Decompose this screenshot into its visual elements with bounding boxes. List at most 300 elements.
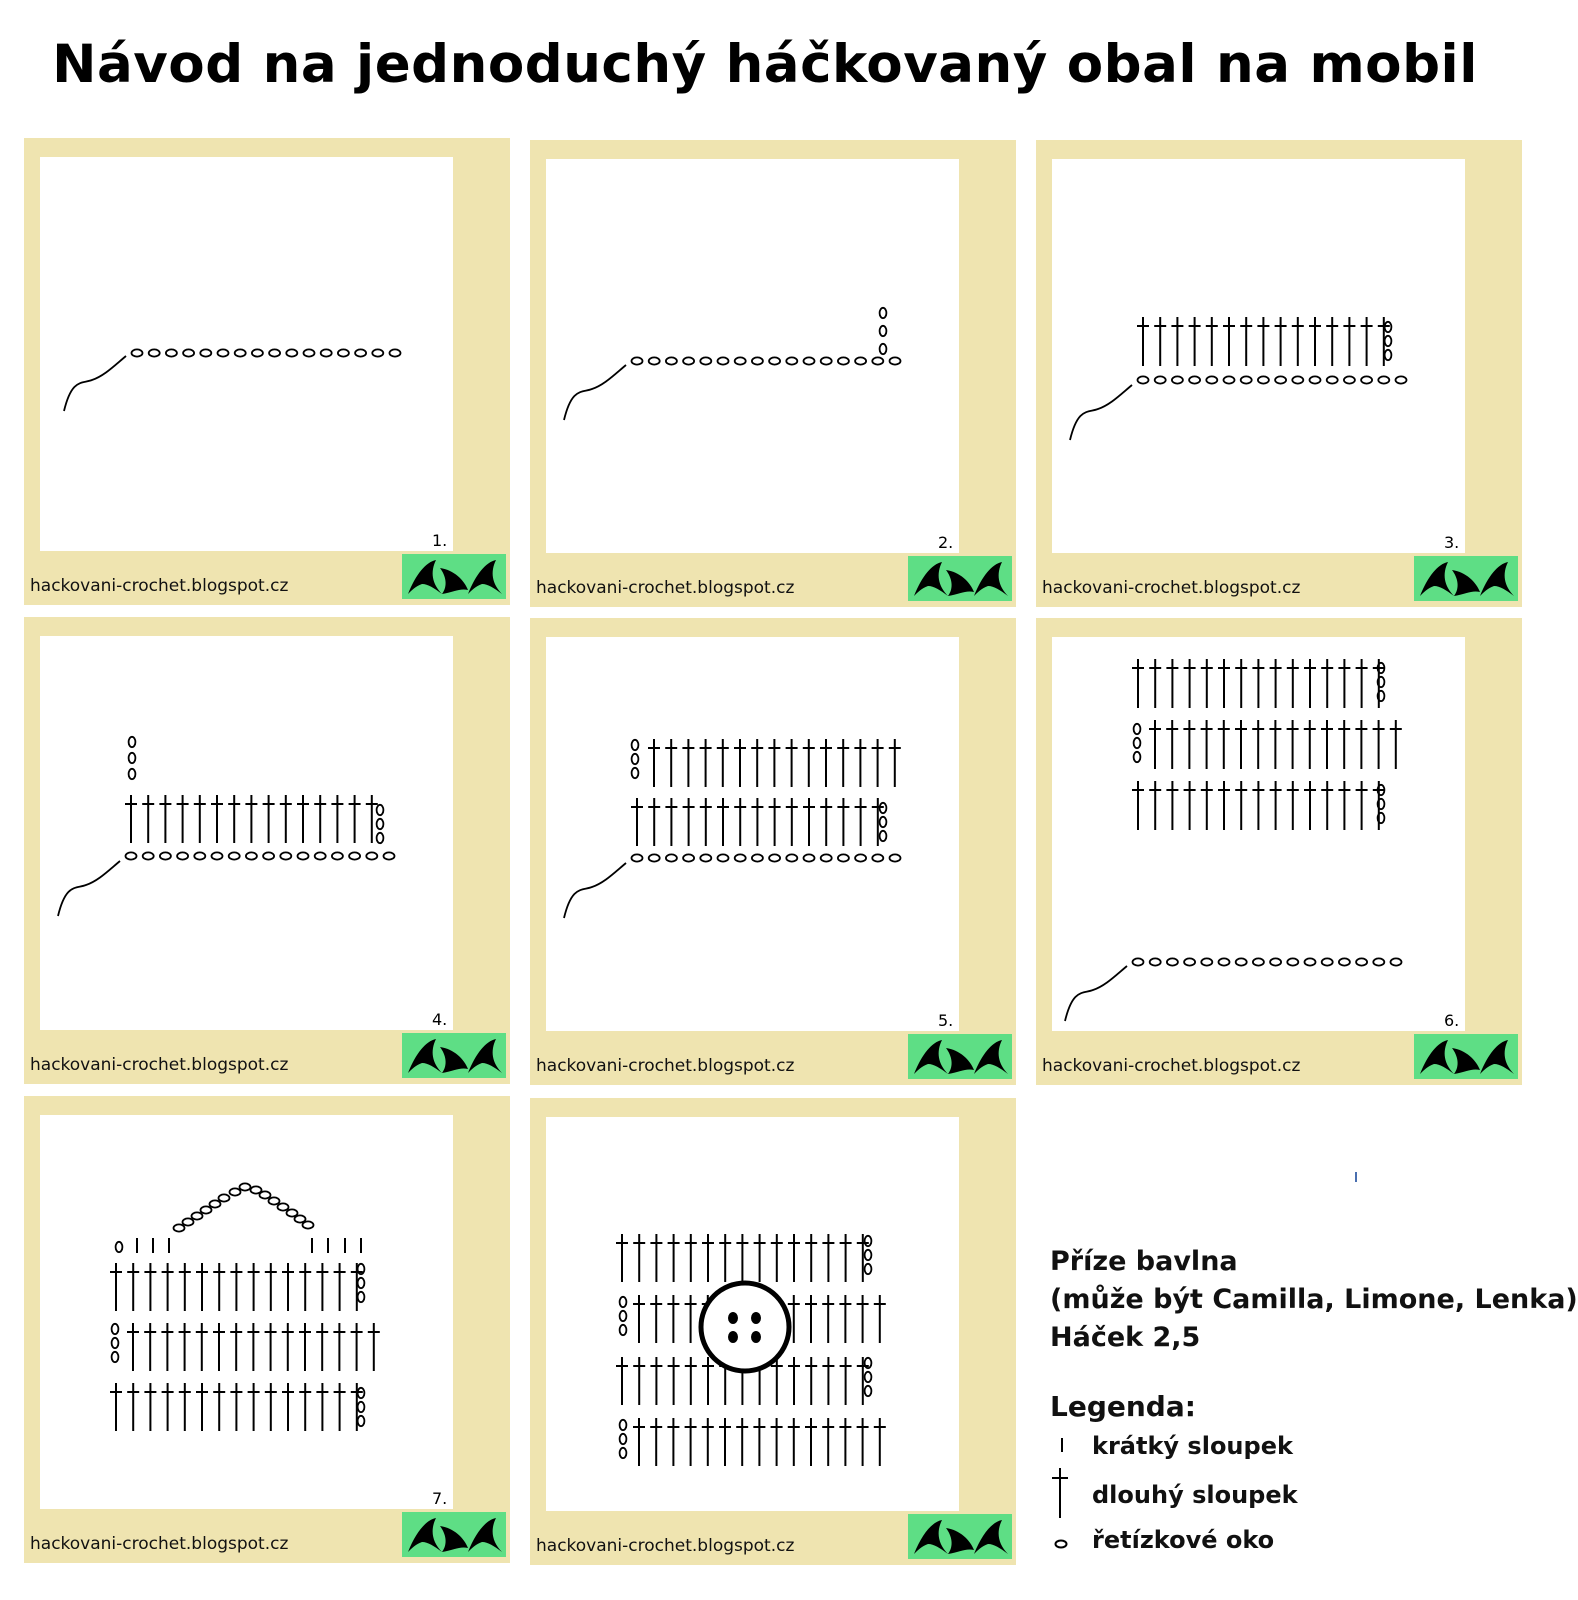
chain-stitch [632, 854, 643, 861]
long-stitch [805, 1295, 817, 1343]
long-stitch [771, 1234, 783, 1282]
long-stitch [351, 1323, 363, 1371]
yarn-tail [564, 863, 626, 918]
long-stitch [736, 1234, 748, 1282]
button-hole [751, 1331, 761, 1343]
chain-stitch [160, 852, 171, 859]
chain-stitch [855, 854, 866, 861]
chain-stitch [1219, 958, 1230, 965]
step-panel-2 [530, 140, 1016, 607]
long-stitch [1390, 720, 1402, 769]
long-stitch [1321, 720, 1333, 769]
blog-url: hackovani-crochet.blogspot.cz [30, 576, 289, 596]
chain-stitch [246, 852, 257, 859]
long-stitch [700, 739, 712, 787]
long-stitch [702, 1418, 714, 1466]
long-stitch [820, 798, 832, 846]
legend-label-short-stitch: krátký sloupek [1092, 1432, 1293, 1460]
ada-logo [402, 1512, 506, 1557]
crochet-diagram [546, 159, 959, 553]
blog-url: hackovani-crochet.blogspot.cz [30, 1055, 289, 1075]
chain-stitch [112, 1324, 119, 1334]
long-stitch [349, 795, 361, 843]
chain-stitch [1236, 958, 1247, 965]
long-stitch [1287, 720, 1299, 769]
chain-stitch [821, 357, 832, 364]
long-stitch [282, 1323, 294, 1371]
chain-stitch [218, 349, 229, 356]
chain-stitch [1361, 376, 1372, 383]
chain-stitch [372, 349, 383, 356]
chain-stitch [735, 357, 746, 364]
chain-stitch [620, 1297, 627, 1307]
long-stitch [803, 739, 815, 787]
chain-stitch [358, 1292, 365, 1302]
logo-letter-d [440, 1047, 468, 1073]
chain-stitch [1241, 376, 1252, 383]
long-stitch [1206, 317, 1218, 366]
chain-stitch [1206, 376, 1217, 383]
long-stitch [1166, 720, 1178, 769]
long-stitch [1321, 781, 1333, 830]
legend-label-long-stitch: dlouhý sloupek [1092, 1481, 1298, 1509]
logo-letter-a [914, 1520, 948, 1554]
page-title: Návod na jednoduchý háčkovaný obal na mobil [52, 34, 1478, 95]
long-stitch [248, 1263, 260, 1311]
chain-stitch [166, 349, 177, 356]
chain-stitch [1258, 376, 1269, 383]
long-stitch [1338, 659, 1350, 708]
long-stitch [719, 1234, 731, 1282]
ada-logo [908, 1514, 1012, 1559]
chain-stitch [880, 326, 887, 336]
long-stitch [668, 1234, 680, 1282]
yarn-tail [1065, 966, 1127, 1021]
long-stitch [872, 798, 884, 846]
long-stitch [769, 798, 781, 846]
long-stitch [1356, 781, 1368, 830]
chain-stitch [804, 854, 815, 861]
long-stitch [196, 1323, 208, 1371]
chain-stitch [865, 1386, 872, 1396]
yarn-tail [1070, 385, 1132, 440]
long-stitch [280, 795, 292, 843]
long-stitch [230, 1263, 242, 1311]
chain-stitch [1344, 376, 1355, 383]
chain-stitch [332, 852, 343, 859]
chain-stitch [620, 1325, 627, 1335]
long-stitch [616, 1234, 628, 1282]
long-stitch [1343, 317, 1355, 366]
hook-size-line: Háček 2,5 [1050, 1322, 1201, 1353]
long-stitch [1304, 659, 1316, 708]
chain-stitch [1134, 752, 1141, 762]
chain-stitch [377, 819, 384, 829]
chain-stitch [192, 1212, 203, 1219]
long-stitch [265, 1263, 277, 1311]
long-stitch [1252, 720, 1264, 769]
logo-letter-a [914, 562, 948, 596]
chain-stitch [230, 1188, 241, 1195]
long-stitch [1235, 781, 1247, 830]
long-stitch [889, 739, 901, 787]
long-stitch [857, 1295, 869, 1343]
chain-stitch [1253, 958, 1264, 965]
long-stitch [839, 1295, 851, 1343]
long-stitch [248, 1383, 260, 1431]
crochet-diagram [1052, 159, 1465, 553]
chain-stitch [183, 1218, 194, 1225]
long-stitch [144, 1263, 156, 1311]
chain-stitch [880, 817, 887, 827]
diagram-area [40, 157, 453, 551]
chain-stitch [620, 1420, 627, 1430]
long-stitch [820, 739, 832, 787]
ada-logo [908, 1034, 1012, 1079]
long-stitch [650, 1234, 662, 1282]
chain-stitch [219, 1194, 230, 1201]
long-stitch [683, 798, 695, 846]
long-stitch [700, 798, 712, 846]
long-stitch [1201, 659, 1213, 708]
chain-stitch [235, 349, 246, 356]
long-stitch [685, 1418, 697, 1466]
chain-stitch [1134, 724, 1141, 734]
chain-stitch [1189, 376, 1200, 383]
logo-letter-a [914, 1040, 948, 1074]
short-stitch-icon [1054, 1434, 1070, 1458]
chain-stitch [632, 357, 643, 364]
chain-stitch [1133, 958, 1144, 965]
logo-letter-a [974, 562, 1008, 596]
long-stitch [805, 1418, 817, 1466]
chain-stitch [278, 1203, 289, 1210]
chain-stitch [1138, 376, 1149, 383]
step-number: 7. [432, 1489, 448, 1508]
chain-stitch [700, 357, 711, 364]
logo-letter-a [974, 1520, 1008, 1554]
chain-stitch [865, 1250, 872, 1260]
long-stitch [1149, 720, 1161, 769]
long-stitch [753, 1418, 765, 1466]
chain-stitch [390, 349, 401, 356]
yarn-line: Příze bavlna [1050, 1246, 1238, 1277]
chain-stitch [112, 1352, 119, 1362]
blog-url: hackovani-crochet.blogspot.cz [536, 1056, 795, 1076]
logo-letter-d [1452, 570, 1480, 596]
chain-stitch [632, 740, 639, 750]
stray-mark [1355, 1172, 1357, 1182]
long-stitch [1189, 317, 1201, 366]
ada-logo [1414, 1034, 1518, 1079]
chain-stitch [700, 854, 711, 861]
long-stitch [754, 1234, 766, 1282]
long-stitch [788, 1357, 800, 1405]
chain-stitch [769, 357, 780, 364]
logo-letter-d [946, 570, 974, 596]
button-hole [751, 1312, 761, 1324]
chain-stitch [321, 349, 332, 356]
chain-stitch [1305, 958, 1316, 965]
step-panel-1 [24, 138, 510, 605]
long-stitch [1218, 781, 1230, 830]
chain-stitch [201, 1206, 212, 1213]
chain-stitch [1287, 958, 1298, 965]
yarn-brands-line: (může být Camilla, Limone, Lenka) [1050, 1284, 1578, 1315]
logo-letter-a [1480, 1040, 1514, 1074]
long-stitch [1184, 781, 1196, 830]
long-stitch [213, 1383, 225, 1431]
long-stitch [822, 1357, 834, 1405]
step-panel-5 [530, 618, 1016, 1085]
ada-logo [402, 554, 506, 599]
chain-stitch [260, 1191, 271, 1198]
long-stitch [768, 739, 780, 787]
logo-letter-d [946, 1048, 974, 1074]
long-stitch [633, 1234, 645, 1282]
long-stitch [1137, 317, 1149, 366]
chain-stitch [149, 349, 160, 356]
diagram-area [1052, 637, 1465, 1031]
long-stitch [682, 739, 694, 787]
long-stitch [125, 795, 137, 843]
crochet-diagram [40, 636, 453, 1030]
long-stitch [297, 795, 309, 843]
diagram-area [1052, 159, 1465, 553]
chain-stitch [1310, 376, 1321, 383]
chain-stitch [1292, 376, 1303, 383]
chain-stitch [1172, 376, 1183, 383]
logo-letter-a [1420, 562, 1454, 596]
long-stitch [717, 798, 729, 846]
chain-stitch [1155, 376, 1166, 383]
long-stitch [110, 1383, 122, 1431]
long-stitch [1326, 317, 1338, 366]
chain-stitch [1385, 350, 1392, 360]
long-stitch [162, 1383, 174, 1431]
step-number: 2. [938, 533, 954, 552]
long-stitch [282, 1263, 294, 1311]
long-stitch [245, 795, 257, 843]
long-stitch [331, 795, 343, 843]
step-number: 3. [1444, 533, 1460, 552]
chain-stitch [129, 737, 136, 747]
long-stitch [1275, 317, 1287, 366]
step-panel-3 [1036, 140, 1522, 607]
long-stitch [179, 1323, 191, 1371]
chain-stitch [132, 349, 143, 356]
chain-stitch [620, 1434, 627, 1444]
crochet-diagram [546, 637, 959, 1031]
chain-stitch [865, 1372, 872, 1382]
long-stitch [786, 798, 798, 846]
chain-stitch [718, 854, 729, 861]
chain-stitch [1167, 958, 1178, 965]
long-stitch [633, 1295, 645, 1343]
chain-stitch [786, 357, 797, 364]
chain-stitch [1385, 336, 1392, 346]
blog-url: hackovani-crochet.blogspot.cz [536, 1536, 795, 1556]
long-stitch [719, 1418, 731, 1466]
logo-letter-d [946, 1528, 974, 1554]
step-panel-4 [24, 617, 510, 1084]
long-stitch [633, 1418, 645, 1466]
logo-letter-a [468, 1518, 502, 1552]
long-stitch [316, 1383, 328, 1431]
chain-stitch [384, 852, 395, 859]
chain-stitch [855, 357, 866, 364]
legend-label-chain-stitch: řetízkové oko [1092, 1526, 1275, 1554]
long-stitch [786, 739, 798, 787]
long-stitch [1373, 720, 1385, 769]
long-stitch [179, 1383, 191, 1431]
chain-stitch [1224, 376, 1235, 383]
blog-url: hackovani-crochet.blogspot.cz [1042, 578, 1301, 598]
long-stitch [685, 1357, 697, 1405]
chain-stitch [890, 854, 901, 861]
chain-stitch [174, 1224, 185, 1231]
long-stitch [1287, 781, 1299, 830]
long-stitch [299, 1323, 311, 1371]
long-stitch [650, 1418, 662, 1466]
long-stitch [1338, 720, 1350, 769]
chain-stitch [116, 1242, 123, 1252]
chain-stitch [200, 349, 211, 356]
long-stitch [1132, 781, 1144, 830]
chain-stitch [1391, 958, 1402, 965]
chain-stitch [865, 1236, 872, 1246]
long-stitch [144, 1383, 156, 1431]
long-stitch [142, 795, 154, 843]
ada-logo [908, 556, 1012, 601]
long-stitch [839, 1418, 851, 1466]
long-stitch [685, 1295, 697, 1343]
chain-stitch [263, 852, 274, 859]
long-stitch [1240, 317, 1252, 366]
chain-stitch [632, 768, 639, 778]
chain-stitch [649, 357, 660, 364]
chain-stitch [718, 357, 729, 364]
chain-stitch [865, 1264, 872, 1274]
chain-stitch [304, 349, 315, 356]
long-stitch [1355, 720, 1367, 769]
long-stitch [1361, 317, 1373, 366]
button-hole [728, 1331, 738, 1343]
chain-stitch [735, 854, 746, 861]
long-stitch [1252, 659, 1264, 708]
long-stitch [1252, 781, 1264, 830]
chain-stitch [1275, 376, 1286, 383]
long-stitch [805, 1234, 817, 1282]
long-stitch [840, 1357, 852, 1405]
long-stitch [840, 1234, 852, 1282]
long-stitch [211, 795, 223, 843]
long-stitch [368, 1323, 380, 1371]
long-stitch [822, 1295, 834, 1343]
long-stitch [314, 795, 326, 843]
blog-url: hackovani-crochet.blogspot.cz [30, 1534, 289, 1554]
chain-stitch [129, 769, 136, 779]
long-stitch [803, 798, 815, 846]
chain-stitch [129, 753, 136, 763]
long-stitch [665, 739, 677, 787]
logo-letter-a [408, 1039, 442, 1073]
long-stitch [1304, 720, 1316, 769]
chain-stitch [1134, 738, 1141, 748]
step-number: 4. [432, 1010, 448, 1029]
legend-title: Legenda: [1050, 1390, 1196, 1423]
long-stitch [230, 1323, 242, 1371]
logo-letter-d [440, 1526, 468, 1552]
long-stitch [194, 795, 206, 843]
chain-stitch [355, 349, 366, 356]
long-stitch-icon [1048, 1466, 1072, 1520]
long-stitch [616, 1357, 628, 1405]
chain-stitch [229, 852, 240, 859]
ada-logo [1414, 556, 1518, 601]
chain-stitch [632, 754, 639, 764]
chain-stitch [315, 852, 326, 859]
logo-letter-a [408, 560, 442, 594]
long-stitch [316, 1263, 328, 1311]
long-stitch [1235, 720, 1247, 769]
long-stitch [667, 1418, 679, 1466]
chain-stitch [683, 357, 694, 364]
diagram-area [546, 637, 959, 1031]
long-stitch [228, 795, 240, 843]
chain-stitch [786, 854, 797, 861]
diagram-area [546, 1117, 959, 1511]
step-panel-6 [1036, 618, 1522, 1085]
long-stitch [1223, 317, 1235, 366]
chain-stitch [620, 1448, 627, 1458]
long-stitch [333, 1323, 345, 1371]
long-stitch [127, 1263, 139, 1311]
chain-stitch [287, 1209, 298, 1216]
ada-logo [402, 1033, 506, 1078]
long-stitch [177, 795, 189, 843]
chain-stitch [872, 357, 883, 364]
step-panel-8 [530, 1098, 1016, 1565]
long-stitch [822, 1234, 834, 1282]
chain-stitch-icon [1050, 1534, 1072, 1550]
chain-stitch [880, 831, 887, 841]
chain-stitch [752, 854, 763, 861]
long-stitch [127, 1383, 139, 1431]
chain-stitch [804, 357, 815, 364]
long-stitch [855, 798, 867, 846]
long-stitch [857, 1357, 869, 1405]
diagram-area [546, 159, 959, 553]
chain-stitch [683, 854, 694, 861]
chain-stitch [269, 1197, 280, 1204]
long-stitch [159, 795, 171, 843]
long-stitch [1218, 720, 1230, 769]
long-stitch [751, 798, 763, 846]
chain-stitch [890, 357, 901, 364]
chain-stitch [280, 852, 291, 859]
long-stitch [247, 1323, 259, 1371]
yarn-tail [58, 861, 120, 916]
chain-stitch [183, 349, 194, 356]
long-stitch [263, 795, 275, 843]
long-stitch [857, 1418, 869, 1466]
chain-stitch [358, 1416, 365, 1426]
long-stitch [334, 1263, 346, 1311]
long-stitch [213, 1323, 225, 1371]
step-panel-7 [24, 1096, 510, 1563]
long-stitch [110, 1263, 122, 1311]
